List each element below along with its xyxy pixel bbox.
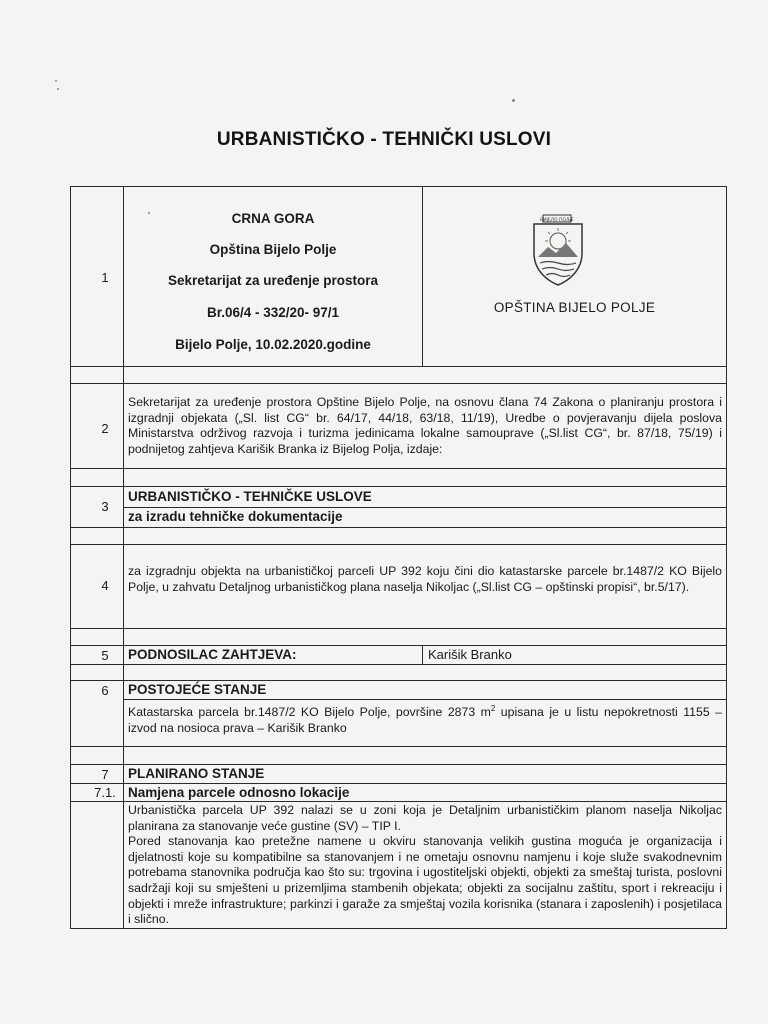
municipality-name: Opština Bijelo Polje bbox=[209, 242, 337, 257]
parcel-purpose-text: Urbanistička parcela UP 392 nalazi se u zoni koja je Detaljnim urbanističkim planom naselja Nikoljac planirana za stanovanje veće gustine (SV) – TIP I. Pored stanovanja kao pretežne namene u okviru stanovanja velikih gustina moguća je organizacija i djelatnosti koje su kompatibilne sa stanovanjem i ne ometaju osnovnu namjenu i koje služe svakodnevnim potrebama stanovnika područja kao što su: trgovina i ugostiteljski objekti, objekti za smeštaj turista, poslovni sadržaji koji su smješteni u prizemljima stambenih objekata; objekti za socijalnu zaštitu, sport i rekreaciju i objekti i mreže infrastrukture; parkinzi i garaže za smještaj vozila korisnika (stanara i zaposlenih) i posjetilaca i slično. bbox=[128, 803, 722, 927]
row-number: 2 bbox=[101, 421, 109, 436]
page-title: URBANISTIČKO - TEHNIČKI USLOVI bbox=[216, 129, 552, 150]
applicant-label: PODNOSILAC ZAHTJEVA: bbox=[128, 647, 297, 662]
municipality-crest-icon bbox=[520, 213, 596, 289]
scan-speck bbox=[512, 99, 515, 102]
municipality-label: OPŠTINA BIJELO POLJE bbox=[493, 300, 656, 315]
department-name: Sekretarijat za uređenje prostora bbox=[167, 273, 379, 288]
planned-state-heading: PLANIRANO STANJE bbox=[128, 766, 265, 781]
scan-speck bbox=[57, 88, 59, 90]
scan-speck bbox=[55, 80, 57, 82]
document-number: Br.06/4 - 332/20- 97/1 bbox=[206, 305, 340, 320]
crest-text: БИЈЕЛО ПОЉЕ bbox=[540, 218, 574, 223]
intro-paragraph: Sekretarijat za uređenje prostora Opštine Bijelo Polje, na osnovu člana 74 Zakona o planiranju prostora i izgradnji objekata („Sl. list CG“ br. 64/17, 44/18, 63/18, 11/19), Uredbe o povjeravanju dijela poslova Ministarstva održivog razvoja i turizma jedinicama lokalne samouprave („Sl.list CG“, br. 87/18, 75/19) i podnijetog zahtjeva Karišik Branka iz Bijelog Polja, izdaje: bbox=[128, 395, 722, 456]
existing-state-text: Katastarska parcela br.1487/2 KO Bijelo Polje, površine 2873 $m^2$ upisana je u listu nepokretnosti 1155 – izvod na nosioca prava – Karišik Branko bbox=[128, 704, 722, 735]
scan-speck bbox=[148, 212, 150, 214]
existing-state-heading: POSTOJEĆE STANJE bbox=[128, 682, 267, 697]
country-name: CRNA GORA bbox=[231, 211, 315, 226]
conditions-subheading: za izradu tehničke dokumentacije bbox=[128, 509, 343, 524]
applicant-name: Karišik Branko bbox=[428, 647, 512, 662]
row-number: 4 bbox=[101, 578, 109, 593]
purpose-paragraph: za izgradnju objekta na urbanističkoj parceli UP 392 koju čini dio katastarske parcele br.1487/2 KO Bijelo Polje, u zahvatu Detaljnog urbanističkog plana naselja Nikoljac („Sl.list CG – opštinski propisi“, br.5/17). bbox=[128, 564, 722, 594]
place-and-date: Bijelo Polje, 10.02.2020.godine bbox=[175, 337, 371, 352]
conditions-heading: URBANISTIČKO - TEHNIČKE USLOVE bbox=[128, 489, 372, 504]
row-number: 7 bbox=[101, 767, 109, 782]
row-number: 3 bbox=[101, 499, 109, 514]
row-number: 7.1. bbox=[94, 785, 116, 800]
row-number: 5 bbox=[101, 648, 109, 663]
row-number: 1 bbox=[101, 270, 109, 285]
parcel-purpose-heading: Namjena parcele odnosno lokacije bbox=[128, 785, 350, 800]
row-number: 6 bbox=[101, 683, 109, 698]
